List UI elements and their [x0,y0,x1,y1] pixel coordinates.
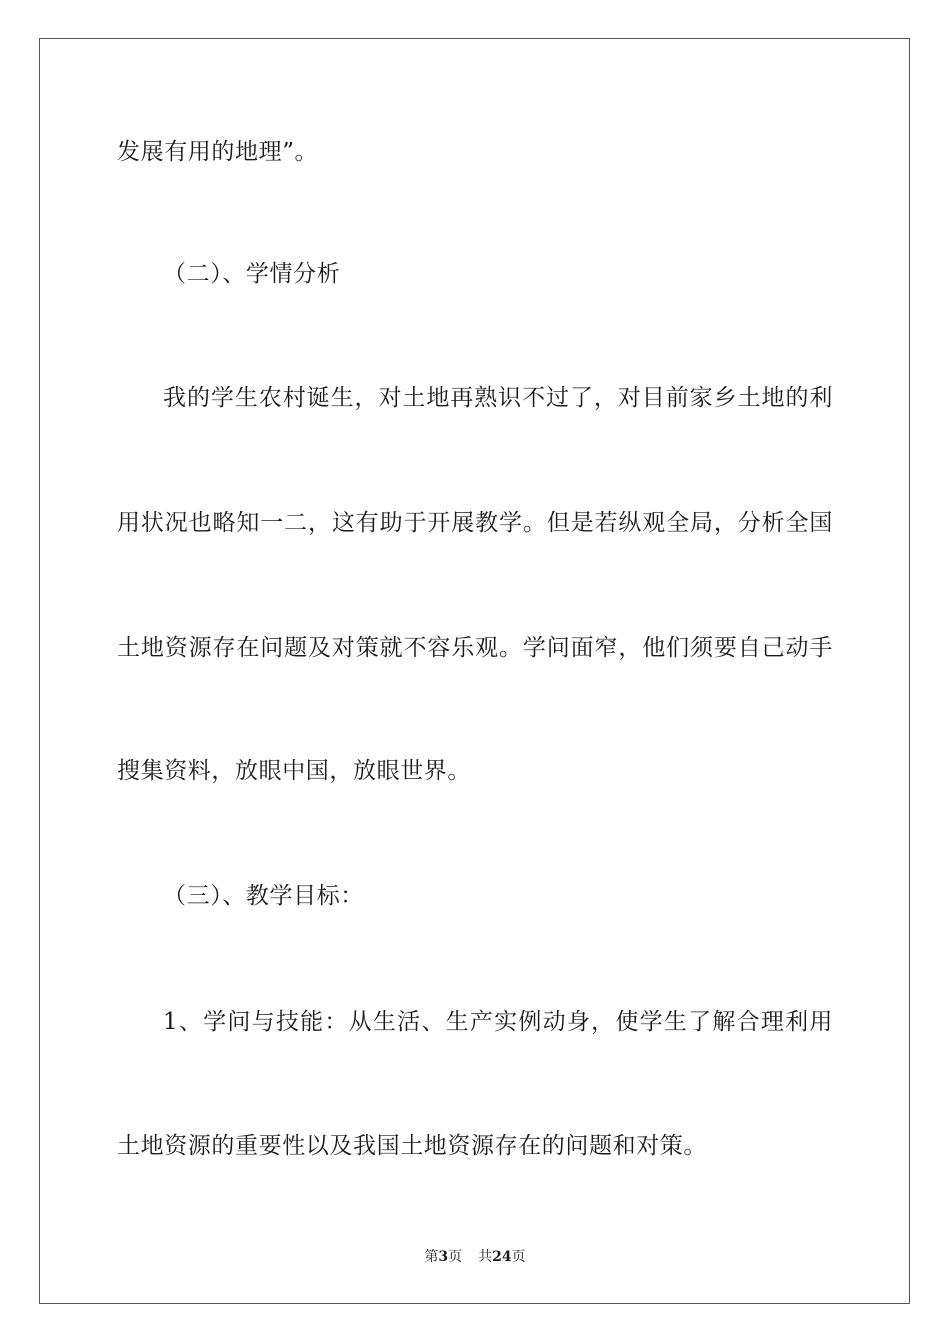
paragraph-line-1: 发展有用的地理”。 [117,139,319,165]
section-heading-learner-analysis: （二）、学情分析 [163,261,341,287]
footer-page-total: 24 [492,1249,512,1265]
paragraph-line-4: 土地资源存在问题及对策就不容乐观。学问面窄，他们须要自己动手 [117,635,833,661]
footer-page-current: 3 [438,1249,449,1265]
footer-page-suffix: 页 [448,1249,463,1265]
paragraph-line-5: 搜集资料，放眼中国，放眼世界。 [117,758,471,784]
footer-total-suffix: 页 [511,1249,526,1265]
paragraph-line-3: 用状况也略知一二，这有助于开展教学。但是若纵观全局，分析全国 [117,510,833,536]
section-heading-teaching-goals: （三）、教学目标： [163,883,364,909]
paragraph-line-6: 1、学问与技能：从生活、生产实例动身，使学生了解合理利用 [163,1009,833,1035]
footer-page-prefix: 第 [424,1249,439,1265]
footer-total-prefix: 共 [478,1249,493,1265]
paragraph-line-7: 土地资源的重要性以及我国土地资源存在的问题和对策。 [117,1133,707,1159]
page-footer [0,1247,950,1267]
paragraph-line-2: 我的学生农村诞生，对土地再熟识不过了，对目前家乡土地的利 [163,385,833,411]
page-border [39,38,910,1304]
